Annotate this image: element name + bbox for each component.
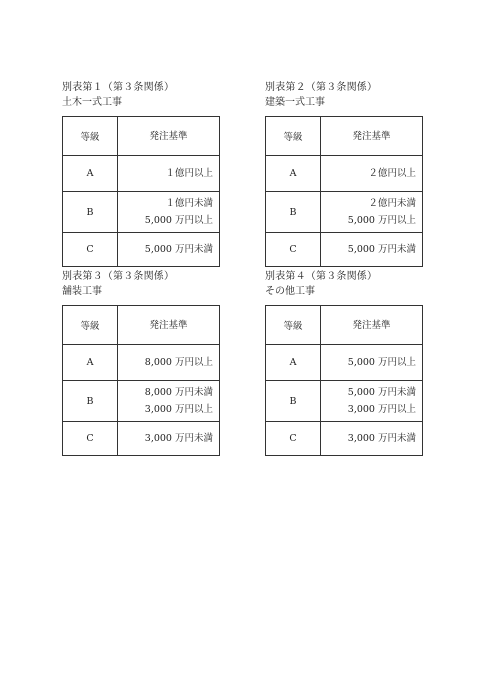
table-title: 建築一式工事 [265,97,325,108]
criteria-line: 8,000 万円以上 [144,357,213,368]
criteria-cell [118,381,220,422]
table-block-3 [62,270,222,456]
table-row [266,381,423,422]
table-row [63,192,220,233]
criteria-line: ２億円未満 [368,198,416,209]
criteria-line: 8,000 万円未満 [144,387,213,398]
criteria-line: 3,000 万円以上 [144,404,213,415]
criteria-line: １億円以上 [165,168,213,179]
grade-cell: A [63,156,118,192]
criteria-line: 5,000 万円以上 [347,357,416,368]
table-block-1 [62,81,222,267]
criteria-cell [321,381,423,422]
criteria-cell [321,192,423,233]
grade-cell: C [266,422,321,456]
criteria-line: 3,000 万円未満 [347,433,416,444]
header-criteria: 発注基準 [118,117,220,156]
criteria-line: 5,000 万円未満 [347,387,416,398]
table-title: その他工事 [265,286,315,297]
header-grade: 等級 [266,306,321,345]
table-block-4 [265,270,425,456]
grade-cell: A [266,156,321,192]
header-grade: 等級 [266,117,321,156]
criteria-cell [321,233,423,267]
table-row [63,156,220,192]
criteria-cell [118,192,220,233]
table-header-row [266,117,423,156]
grade-table [265,116,423,267]
table-caption: 別表第２（第３条関係） [265,82,378,93]
criteria-line: 3,000 万円未満 [144,433,213,444]
table-header-row [63,306,220,345]
grade-cell: A [266,345,321,381]
header-grade: 等級 [63,117,118,156]
table-caption: 別表第３（第３条関係） [62,271,175,282]
criteria-cell [321,345,423,381]
grade-cell: C [266,233,321,267]
criteria-line: １億円未満 [165,198,213,209]
grade-table [62,305,220,456]
table-row [63,345,220,381]
criteria-cell [118,345,220,381]
criteria-line: 5,000 万円以上 [144,215,213,226]
table-row [63,233,220,267]
header-criteria: 発注基準 [321,306,423,345]
table-row [266,345,423,381]
grade-cell: C [63,233,118,267]
table-row [266,156,423,192]
table-row [63,422,220,456]
table-block-2 [265,81,425,267]
grade-cell: C [63,422,118,456]
grade-cell: B [63,192,118,233]
grade-cell: B [266,192,321,233]
criteria-cell [118,233,220,267]
criteria-line: ２億円以上 [368,168,416,179]
criteria-line: 5,000 万円未満 [347,244,416,255]
table-header-row [266,306,423,345]
criteria-line: 5,000 万円以上 [347,215,416,226]
criteria-cell [321,422,423,456]
table-row [63,381,220,422]
table-title: 舗装工事 [62,286,102,297]
criteria-cell [321,156,423,192]
table-title: 土木一式工事 [62,97,122,108]
criteria-line: 5,000 万円未満 [144,244,213,255]
table-row [266,233,423,267]
grade-table [62,116,220,267]
grade-cell: B [266,381,321,422]
grade-cell: A [63,345,118,381]
header-grade: 等級 [63,306,118,345]
table-caption: 別表第４（第３条関係） [265,271,378,282]
criteria-line: 3,000 万円以上 [347,404,416,415]
header-criteria: 発注基準 [321,117,423,156]
table-row [266,422,423,456]
grade-table [265,305,423,456]
table-caption: 別表第１（第３条関係） [62,82,175,93]
table-row [266,192,423,233]
criteria-cell [118,422,220,456]
grade-cell: B [63,381,118,422]
header-criteria: 発注基準 [118,306,220,345]
criteria-cell [118,156,220,192]
table-header-row [63,117,220,156]
